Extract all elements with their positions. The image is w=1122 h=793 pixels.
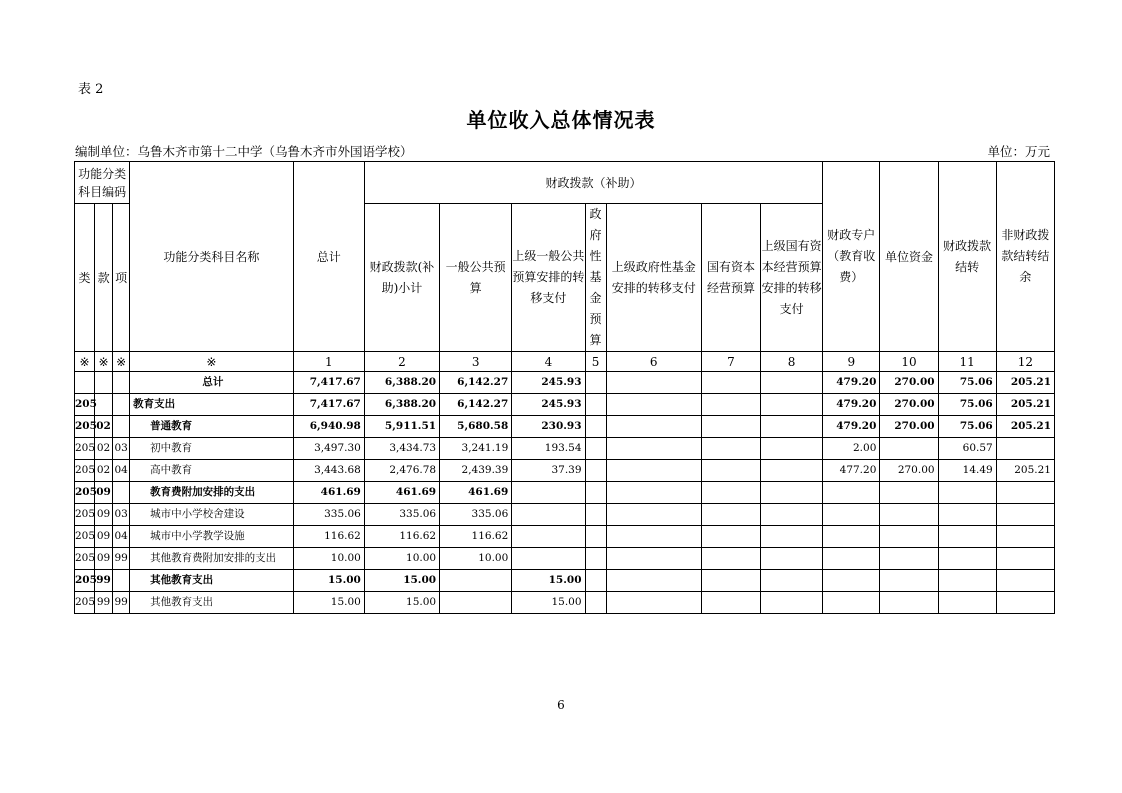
- fiscal-subtotal-cell: 15.00: [364, 592, 439, 614]
- code-xiang: 03: [113, 504, 130, 526]
- upper-general-transfer-cell: 15.00: [512, 592, 585, 614]
- code-lei: 205: [75, 394, 95, 416]
- table-row: [75, 416, 1055, 438]
- fiscal-carryover-cell: [938, 548, 996, 570]
- subject-name: 初中教育: [130, 438, 293, 460]
- header-xiang: 项: [113, 204, 130, 352]
- gov-fund-cell: [585, 548, 606, 570]
- total-cell: 15.00: [293, 570, 364, 592]
- fiscal-subtotal-cell: 15.00: [364, 570, 439, 592]
- fiscal-carryover-cell: [938, 482, 996, 504]
- upper-fund-transfer-cell: [606, 482, 701, 504]
- code-xiang: 99: [113, 548, 130, 570]
- upper-fund-transfer-cell: [606, 372, 701, 394]
- state-capital-cell: [701, 548, 760, 570]
- upper-state-transfer-cell: [761, 504, 823, 526]
- index-cell: ※: [113, 352, 130, 372]
- general-budget-cell: 335.06: [440, 504, 512, 526]
- index-cell: 8: [761, 352, 823, 372]
- total-cell: 7,417.67: [293, 394, 364, 416]
- special-account-cell: [823, 570, 880, 592]
- unit-fund-cell: [880, 438, 938, 460]
- header-fiscal-subtotal: 财政拨款(补助)小计: [364, 204, 439, 352]
- general-budget-cell: 3,241.19: [440, 438, 512, 460]
- general-budget-cell: [440, 592, 512, 614]
- state-capital-cell: [701, 482, 760, 504]
- upper-general-transfer-cell: 193.54: [512, 438, 585, 460]
- header-fiscal-carryover: 财政拨款结转: [938, 162, 996, 352]
- general-budget-cell: 6,142.27: [440, 372, 512, 394]
- nonfiscal-carryover-cell: [996, 548, 1054, 570]
- fiscal-carryover-cell: [938, 504, 996, 526]
- subject-name: 普通教育: [130, 416, 293, 438]
- gov-fund-cell: [585, 504, 606, 526]
- code-kuan: 99: [95, 592, 113, 614]
- index-cell: 4: [512, 352, 585, 372]
- fiscal-subtotal-cell: 6,388.20: [364, 372, 439, 394]
- code-kuan: 99: [95, 570, 113, 592]
- code-kuan: 09: [95, 526, 113, 548]
- special-account-cell: [823, 526, 880, 548]
- state-capital-cell: [701, 504, 760, 526]
- code-kuan: 09: [95, 482, 113, 504]
- header-gov-fund-budget: 政府性基金预算: [585, 204, 606, 352]
- header-state-capital-budget: 国有资本经营预算: [701, 204, 760, 352]
- index-cell: 3: [440, 352, 512, 372]
- subject-name: 其他教育费附加安排的支出: [130, 548, 293, 570]
- total-cell: 10.00: [293, 548, 364, 570]
- upper-state-transfer-cell: [761, 394, 823, 416]
- table-row: [75, 482, 1055, 504]
- general-budget-cell: 116.62: [440, 526, 512, 548]
- code-xiang: 04: [113, 526, 130, 548]
- total-cell: 7,417.67: [293, 372, 364, 394]
- fiscal-carryover-cell: 75.06: [938, 416, 996, 438]
- currency-unit: 单位：万元: [987, 144, 1050, 159]
- upper-fund-transfer-cell: [606, 592, 701, 614]
- code-xiang: 03: [113, 438, 130, 460]
- general-budget-cell: 5,680.58: [440, 416, 512, 438]
- table-row: [75, 592, 1055, 614]
- unit-fund-cell: 270.00: [880, 460, 938, 482]
- special-account-cell: 2.00: [823, 438, 880, 460]
- gov-fund-cell: [585, 416, 606, 438]
- state-capital-cell: [701, 416, 760, 438]
- upper-general-transfer-cell: 245.93: [512, 372, 585, 394]
- table-row: [75, 372, 1055, 394]
- upper-fund-transfer-cell: [606, 548, 701, 570]
- fiscal-subtotal-cell: 335.06: [364, 504, 439, 526]
- unit-fund-cell: [880, 570, 938, 592]
- header-lei: 类: [75, 204, 95, 352]
- code-kuan: 02: [95, 416, 113, 438]
- state-capital-cell: [701, 460, 760, 482]
- code-xiang: [113, 570, 130, 592]
- subject-name: 高中教育: [130, 460, 293, 482]
- gov-fund-cell: [585, 438, 606, 460]
- general-budget-cell: 461.69: [440, 482, 512, 504]
- header-upper-general-transfer: 上级一般公共预算安排的转移支付: [512, 204, 585, 352]
- index-cell: ※: [75, 352, 95, 372]
- upper-general-transfer-cell: 230.93: [512, 416, 585, 438]
- table-number-label: 表 2: [78, 82, 104, 97]
- general-budget-cell: 2,439.39: [440, 460, 512, 482]
- code-xiang: [113, 416, 130, 438]
- page-number: 6: [557, 698, 565, 712]
- code-xiang: 99: [113, 592, 130, 614]
- index-cell: 12: [996, 352, 1054, 372]
- nonfiscal-carryover-cell: [996, 570, 1054, 592]
- column-index-row: [75, 352, 1055, 372]
- header-fiscal-allocation: 财政拨款（补助）: [364, 162, 822, 204]
- special-account-cell: [823, 548, 880, 570]
- code-xiang: [113, 372, 130, 394]
- index-cell: 10: [880, 352, 938, 372]
- index-cell: 5: [585, 352, 606, 372]
- total-cell: 15.00: [293, 592, 364, 614]
- upper-fund-transfer-cell: [606, 438, 701, 460]
- subject-name: 城市中小学校舍建设: [130, 504, 293, 526]
- table-row: [75, 526, 1055, 548]
- code-lei: 205: [75, 570, 95, 592]
- upper-state-transfer-cell: [761, 372, 823, 394]
- header-total: 总计: [293, 162, 364, 352]
- code-kuan: 02: [95, 438, 113, 460]
- header-upper-fund-transfer: 上级政府性基金安排的转移支付: [606, 204, 701, 352]
- code-kuan: 09: [95, 548, 113, 570]
- index-cell: 11: [938, 352, 996, 372]
- general-budget-cell: 10.00: [440, 548, 512, 570]
- nonfiscal-carryover-cell: [996, 482, 1054, 504]
- state-capital-cell: [701, 592, 760, 614]
- gov-fund-cell: [585, 592, 606, 614]
- upper-general-transfer-cell: 37.39: [512, 460, 585, 482]
- upper-state-transfer-cell: [761, 482, 823, 504]
- index-cell: 6: [606, 352, 701, 372]
- upper-fund-transfer-cell: [606, 526, 701, 548]
- code-xiang: 04: [113, 460, 130, 482]
- total-cell: 116.62: [293, 526, 364, 548]
- unit-fund-cell: 270.00: [880, 372, 938, 394]
- code-lei: 205: [75, 548, 95, 570]
- special-account-cell: [823, 592, 880, 614]
- special-account-cell: 479.20: [823, 394, 880, 416]
- header-general-budget: 一般公共预算: [440, 204, 512, 352]
- gov-fund-cell: [585, 394, 606, 416]
- nonfiscal-carryover-cell: 205.21: [996, 460, 1054, 482]
- fiscal-subtotal-cell: 10.00: [364, 548, 439, 570]
- header-upper-state-capital-transfer: 上级国有资本经营预算安排的转移支付: [761, 204, 823, 352]
- code-kuan: [95, 394, 113, 416]
- table-row: [75, 504, 1055, 526]
- code-kuan: 09: [95, 504, 113, 526]
- upper-general-transfer-cell: [512, 504, 585, 526]
- table-row: [75, 548, 1055, 570]
- header-special-account: 财政专户（教育收费）: [823, 162, 880, 352]
- page-title: 单位收入总体情况表: [466, 108, 656, 132]
- upper-fund-transfer-cell: [606, 394, 701, 416]
- state-capital-cell: [701, 394, 760, 416]
- unit-fund-cell: 270.00: [880, 394, 938, 416]
- special-account-cell: 477.20: [823, 460, 880, 482]
- special-account-cell: 479.20: [823, 416, 880, 438]
- state-capital-cell: [701, 372, 760, 394]
- total-cell: 3,443.68: [293, 460, 364, 482]
- index-cell: 7: [701, 352, 760, 372]
- nonfiscal-carryover-cell: [996, 504, 1054, 526]
- nonfiscal-carryover-cell: [996, 526, 1054, 548]
- state-capital-cell: [701, 438, 760, 460]
- gov-fund-cell: [585, 372, 606, 394]
- upper-general-transfer-cell: [512, 548, 585, 570]
- code-lei: 205: [75, 504, 95, 526]
- code-lei: 205: [75, 482, 95, 504]
- unit-fund-cell: [880, 504, 938, 526]
- unit-fund-cell: [880, 548, 938, 570]
- total-cell: 6,940.98: [293, 416, 364, 438]
- upper-general-transfer-cell: 245.93: [512, 394, 585, 416]
- upper-state-transfer-cell: [761, 460, 823, 482]
- subject-name: 总计: [130, 372, 293, 394]
- table-row: [75, 570, 1055, 592]
- nonfiscal-carryover-cell: 205.21: [996, 372, 1054, 394]
- code-lei: 205: [75, 592, 95, 614]
- header-func-name: 功能分类科目名称: [130, 162, 293, 352]
- table-row: [75, 438, 1055, 460]
- upper-fund-transfer-cell: [606, 504, 701, 526]
- unit-fund-cell: [880, 482, 938, 504]
- subject-name: 其他教育支出: [130, 592, 293, 614]
- income-summary-table: [74, 161, 1055, 614]
- upper-general-transfer-cell: 15.00: [512, 570, 585, 592]
- total-cell: 461.69: [293, 482, 364, 504]
- fiscal-subtotal-cell: 6,388.20: [364, 394, 439, 416]
- fiscal-carryover-cell: 75.06: [938, 372, 996, 394]
- index-cell: ※: [130, 352, 293, 372]
- total-cell: 3,497.30: [293, 438, 364, 460]
- subject-name: 其他教育支出: [130, 570, 293, 592]
- header-func-code: 功能分类科目编码: [75, 162, 130, 204]
- nonfiscal-carryover-cell: [996, 438, 1054, 460]
- fiscal-carryover-cell: 14.49: [938, 460, 996, 482]
- special-account-cell: [823, 482, 880, 504]
- upper-general-transfer-cell: [512, 482, 585, 504]
- index-cell: ※: [95, 352, 113, 372]
- code-kuan: 02: [95, 460, 113, 482]
- unit-fund-cell: [880, 592, 938, 614]
- gov-fund-cell: [585, 570, 606, 592]
- fiscal-subtotal-cell: 461.69: [364, 482, 439, 504]
- table-row: [75, 394, 1055, 416]
- upper-fund-transfer-cell: [606, 460, 701, 482]
- compiling-unit: 编制单位：乌鲁木齐市第十二中学（乌鲁木齐市外国语学校）: [75, 144, 413, 159]
- general-budget-cell: [440, 570, 512, 592]
- table-row: [75, 460, 1055, 482]
- header-kuan: 款: [95, 204, 113, 352]
- fiscal-carryover-cell: [938, 570, 996, 592]
- header-nonfiscal-carryover: 非财政拨款结转结余: [996, 162, 1054, 352]
- code-lei: 205: [75, 526, 95, 548]
- fiscal-carryover-cell: [938, 592, 996, 614]
- index-cell: 9: [823, 352, 880, 372]
- header-unit-fund: 单位资金: [880, 162, 938, 352]
- index-cell: 1: [293, 352, 364, 372]
- fiscal-subtotal-cell: 116.62: [364, 526, 439, 548]
- upper-state-transfer-cell: [761, 592, 823, 614]
- upper-state-transfer-cell: [761, 438, 823, 460]
- gov-fund-cell: [585, 526, 606, 548]
- gov-fund-cell: [585, 460, 606, 482]
- special-account-cell: 479.20: [823, 372, 880, 394]
- upper-state-transfer-cell: [761, 526, 823, 548]
- code-lei: 205: [75, 416, 95, 438]
- fiscal-subtotal-cell: 2,476.78: [364, 460, 439, 482]
- fiscal-subtotal-cell: 3,434.73: [364, 438, 439, 460]
- upper-state-transfer-cell: [761, 548, 823, 570]
- fiscal-carryover-cell: 75.06: [938, 394, 996, 416]
- upper-state-transfer-cell: [761, 570, 823, 592]
- code-lei: 205: [75, 438, 95, 460]
- unit-fund-cell: [880, 526, 938, 548]
- nonfiscal-carryover-cell: [996, 592, 1054, 614]
- state-capital-cell: [701, 570, 760, 592]
- total-cell: 335.06: [293, 504, 364, 526]
- unit-fund-cell: 270.00: [880, 416, 938, 438]
- nonfiscal-carryover-cell: 205.21: [996, 394, 1054, 416]
- code-lei: 205: [75, 460, 95, 482]
- subject-name: 城市中小学教学设施: [130, 526, 293, 548]
- code-xiang: [113, 482, 130, 504]
- upper-fund-transfer-cell: [606, 570, 701, 592]
- code-lei: [75, 372, 95, 394]
- fiscal-carryover-cell: [938, 526, 996, 548]
- fiscal-subtotal-cell: 5,911.51: [364, 416, 439, 438]
- state-capital-cell: [701, 526, 760, 548]
- nonfiscal-carryover-cell: 205.21: [996, 416, 1054, 438]
- general-budget-cell: 6,142.27: [440, 394, 512, 416]
- upper-state-transfer-cell: [761, 416, 823, 438]
- subject-name: 教育支出: [130, 394, 293, 416]
- upper-general-transfer-cell: [512, 526, 585, 548]
- upper-fund-transfer-cell: [606, 416, 701, 438]
- fiscal-carryover-cell: 60.57: [938, 438, 996, 460]
- code-kuan: [95, 372, 113, 394]
- special-account-cell: [823, 504, 880, 526]
- code-xiang: [113, 394, 130, 416]
- index-cell: 2: [364, 352, 439, 372]
- gov-fund-cell: [585, 482, 606, 504]
- subject-name: 教育费附加安排的支出: [130, 482, 293, 504]
